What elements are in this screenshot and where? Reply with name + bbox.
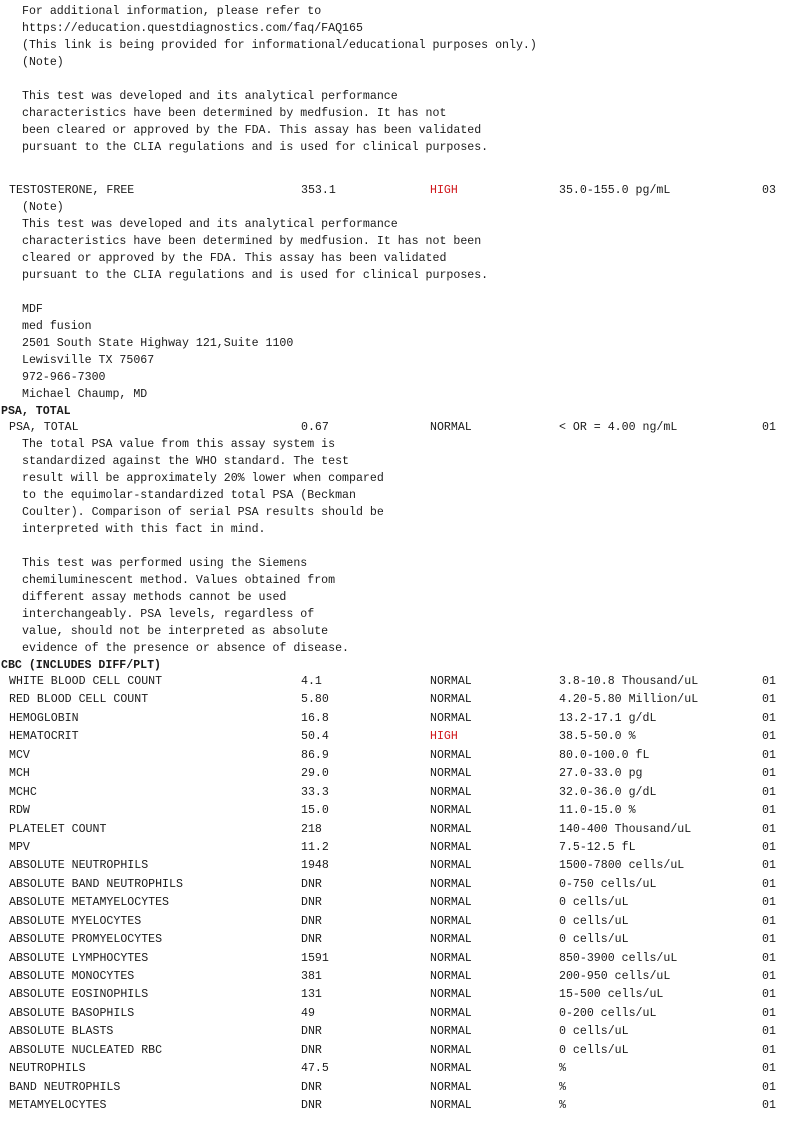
test-name: NEUTROPHILS [9,1062,86,1076]
lab-code: 01 [762,767,776,781]
test-name: WHITE BLOOD CELL COUNT [9,675,163,688]
table-row [0,784,785,802]
lab-code: 01 [762,896,776,910]
lab-code: 01 [762,711,776,725]
reference-range: 35.0-155.0 pg/mL [559,184,671,197]
intro-info-block [0,3,785,156]
result-value: 353.1 [301,184,336,197]
result-value: 47.5 [301,1062,329,1076]
note-line: pursuant to the CLIA regulations and is used for clinical purposes. [22,269,489,282]
result-flag: NORMAL [430,896,472,910]
result-value: 33.3 [301,785,329,799]
reference-range: 0 cells/uL [559,896,629,910]
table-row [0,913,785,931]
reference-range: 200-950 cells/uL [559,970,671,983]
result-value: 1591 [301,951,329,965]
table-row [0,728,785,746]
result-value: 1948 [301,859,329,873]
note-line: This test was performed using the Siemens [22,557,308,570]
lab-address-line: 2501 South State Highway 121,Suite 1100 [22,337,294,350]
table-row [0,1005,785,1023]
lab-code: 01 [762,822,776,836]
test-name: TESTOSTERONE, FREE [9,184,135,197]
test-name: HEMATOCRIT [9,730,79,744]
reference-range: % [559,1099,566,1113]
test-name: MCH [9,767,30,781]
faq-link-text: https://education.questdiagnostics.com/faq/FAQ165 [22,22,363,35]
section-title-psa: PSA, TOTAL [1,405,71,418]
result-row-testosterone-free [0,182,785,199]
note-line: value, should not be interpreted as absolute [22,625,329,638]
lab-code: 01 [762,840,776,854]
note-label: (Note) [22,201,64,214]
table-row [0,1060,785,1078]
table-row [0,747,785,765]
reference-range: 7.5-12.5 fL [559,840,636,854]
test-name: RDW [9,804,30,818]
test-name: ABSOLUTE MONOCYTES [9,970,135,983]
test-name: MPV [9,840,30,854]
lab-code: 01 [762,785,776,799]
lab-code: 01 [762,804,776,818]
result-flag: NORMAL [430,970,472,983]
reference-range: 15-500 cells/uL [559,988,664,1002]
test-name: ABSOLUTE NUCLEATED RBC [9,1043,163,1057]
lab-code: 01 [762,693,776,707]
note-line: pursuant to the CLIA regulations and is used for clinical purposes. [22,141,489,154]
result-value: DNR [301,1080,322,1094]
test-name: PLATELET COUNT [9,822,107,836]
lab-code: 01 [762,748,776,762]
reference-range: 4.20-5.80 Million/uL [559,693,699,707]
lab-code: 01 [762,1025,776,1039]
result-flag: NORMAL [430,693,472,707]
reference-range: 0 cells/uL [559,1025,629,1039]
reference-range: 0 cells/uL [559,933,629,947]
test-name: ABSOLUTE BASOPHILS [9,1006,135,1020]
result-flag: NORMAL [430,748,472,762]
result-value: DNR [301,1025,322,1039]
note-line: result will be approximately 20% lower when compared [22,472,384,485]
note-line: The total PSA value from this assay system is [22,438,336,451]
lab-code: 01 [762,951,776,965]
result-flag: HIGH [430,730,458,744]
table-row [0,968,785,986]
lab-code: 01 [762,914,776,928]
reference-range: 3.8-10.8 Thousand/uL [559,675,699,688]
lab-code: 01 [762,970,776,983]
result-value: 4.1 [301,675,322,688]
result-value: 15.0 [301,804,329,818]
cbc-results-table [0,673,785,1116]
lab-address-line: med fusion [22,320,92,333]
result-value: 16.8 [301,711,329,725]
result-flag: NORMAL [430,1080,472,1094]
lab-code: 01 [762,1080,776,1094]
note-line: This test was developed and its analytical performance [22,90,398,103]
result-value: DNR [301,877,322,891]
result-flag: NORMAL [430,421,472,434]
lab-address-line: MDF [22,303,43,316]
intro-line: For additional information, please refer to [22,5,322,18]
reference-range: 27.0-33.0 pg [559,767,643,781]
result-value: DNR [301,896,322,910]
result-flag: NORMAL [430,675,472,688]
reference-range: 140-400 Thousand/uL [559,822,692,836]
reference-range: 1500-7800 cells/uL [559,859,685,873]
note-line: characteristics have been determined by medfusion. It has not been [22,235,482,248]
lab-code: 01 [762,1099,776,1113]
lab-address-line: Lewisville TX 75067 [22,354,155,367]
note-line: evidence of the presence or absence of disease. [22,642,349,655]
test-name: ABSOLUTE EOSINOPHILS [9,988,149,1002]
lab-code: 01 [762,1006,776,1020]
reference-range: 850-3900 cells/uL [559,951,678,965]
lab-code: 01 [762,859,776,873]
note-line: been cleared or approved by the FDA. This assay has been validated [22,124,482,137]
result-flag: NORMAL [430,877,472,891]
section-title-cbc: CBC (INCLUDES DIFF/PLT) [1,659,162,672]
test-name: ABSOLUTE MYELOCYTES [9,914,142,928]
table-row [0,691,785,709]
note-line: interchangeably. PSA levels, regardless of [22,608,315,621]
table-row [0,931,785,949]
reference-range: 0 cells/uL [559,1043,629,1057]
test-name: RED BLOOD CELL COUNT [9,693,149,707]
lab-code: 01 [762,730,776,744]
result-value: 131 [301,988,322,1002]
table-row [0,1042,785,1060]
reference-range: 80.0-100.0 fL [559,748,650,762]
result-value: 11.2 [301,840,329,854]
result-value: 0.67 [301,421,329,434]
result-value: 381 [301,970,322,983]
table-row [0,1079,785,1097]
table-row [0,821,785,839]
test-name: MCHC [9,785,37,799]
test-name: ABSOLUTE BAND NEUTROPHILS [9,877,183,891]
result-flag: NORMAL [430,1025,472,1039]
result-flag: NORMAL [430,988,472,1002]
result-flag: NORMAL [430,711,472,725]
reference-range: % [559,1080,566,1094]
note-line: different assay methods cannot be used [22,591,287,604]
note-line: interpreted with this fact in mind. [22,523,266,536]
lab-report-document [0,3,785,1116]
reference-range: 32.0-36.0 g/dL [559,785,657,799]
note-line: to the equimolar-standardized total PSA (Beckman [22,489,356,502]
table-row [0,710,785,728]
result-flag: NORMAL [430,1099,472,1113]
test-name: BAND NEUTROPHILS [9,1080,121,1094]
test-name: MCV [9,748,30,762]
note-line: This test was developed and its analytical performance [22,218,398,231]
lab-address-line: Michael Chaump, MD [22,388,148,401]
test-name: ABSOLUTE PROMYELOCYTES [9,933,163,947]
result-flag: NORMAL [430,1043,472,1057]
result-value: DNR [301,933,322,947]
result-value: 49 [301,1006,315,1020]
result-flag: NORMAL [430,914,472,928]
test-name: ABSOLUTE METAMYELOCYTES [9,896,170,910]
result-row-psa-total [0,419,785,436]
testosterone-block [0,182,785,403]
table-row [0,876,785,894]
result-flag: NORMAL [430,1006,472,1020]
table-row [0,839,785,857]
result-flag: NORMAL [430,804,472,818]
reference-range: % [559,1062,566,1076]
table-row [0,894,785,912]
result-flag: NORMAL [430,1062,472,1076]
test-name: HEMOGLOBIN [9,711,79,725]
result-flag: NORMAL [430,785,472,799]
lab-code: 01 [762,1062,776,1076]
psa-section [0,403,785,657]
reference-range: 0-750 cells/uL [559,877,657,891]
note-line: chemiluminescent method. Values obtained from [22,574,336,587]
note-line: characteristics have been determined by medfusion. It has not [22,107,447,120]
result-flag: HIGH [430,184,458,197]
result-value: 86.9 [301,748,329,762]
lab-code: 01 [762,675,776,688]
table-row [0,950,785,968]
note-label: (Note) [22,56,64,69]
result-flag: NORMAL [430,767,472,781]
table-row [0,673,785,691]
table-row [0,986,785,1004]
test-name: PSA, TOTAL [9,421,79,434]
test-name: ABSOLUTE BLASTS [9,1025,114,1039]
result-value: DNR [301,1099,322,1113]
reference-range: 38.5-50.0 % [559,730,636,744]
table-row [0,857,785,875]
result-value: DNR [301,1043,322,1057]
result-flag: NORMAL [430,951,472,965]
table-row [0,1023,785,1041]
intro-line: (This link is being provided for informational/educational purposes only.) [22,39,537,52]
lab-code: 01 [762,988,776,1002]
lab-code: 01 [762,421,776,434]
note-line: Coulter). Comparison of serial PSA results should be [22,506,384,519]
reference-range: < OR = 4.00 ng/mL [559,421,678,434]
reference-range: 11.0-15.0 % [559,804,636,818]
reference-range: 0 cells/uL [559,914,629,928]
test-name: METAMYELOCYTES [9,1099,107,1113]
result-flag: NORMAL [430,822,472,836]
lab-code: 01 [762,1043,776,1057]
test-name: ABSOLUTE LYMPHOCYTES [9,951,149,965]
note-line: standardized against the WHO standard. The test [22,455,349,468]
result-flag: NORMAL [430,859,472,873]
lab-code: 03 [762,184,776,197]
table-row [0,1097,785,1115]
note-line: cleared or approved by the FDA. This assay has been validated [22,252,447,265]
result-value: 50.4 [301,730,329,744]
test-name: ABSOLUTE NEUTROPHILS [9,859,149,873]
lab-code: 01 [762,877,776,891]
reference-range: 0-200 cells/uL [559,1006,657,1020]
lab-address-line: 972-966-7300 [22,371,106,384]
result-value: 218 [301,822,322,836]
result-value: 5.80 [301,693,329,707]
reference-range: 13.2-17.1 g/dL [559,711,657,725]
lab-code: 01 [762,933,776,947]
cbc-section [0,657,785,1116]
result-flag: NORMAL [430,840,472,854]
table-row [0,802,785,820]
result-flag: NORMAL [430,933,472,947]
result-value: DNR [301,914,322,928]
table-row [0,765,785,783]
result-value: 29.0 [301,767,329,781]
